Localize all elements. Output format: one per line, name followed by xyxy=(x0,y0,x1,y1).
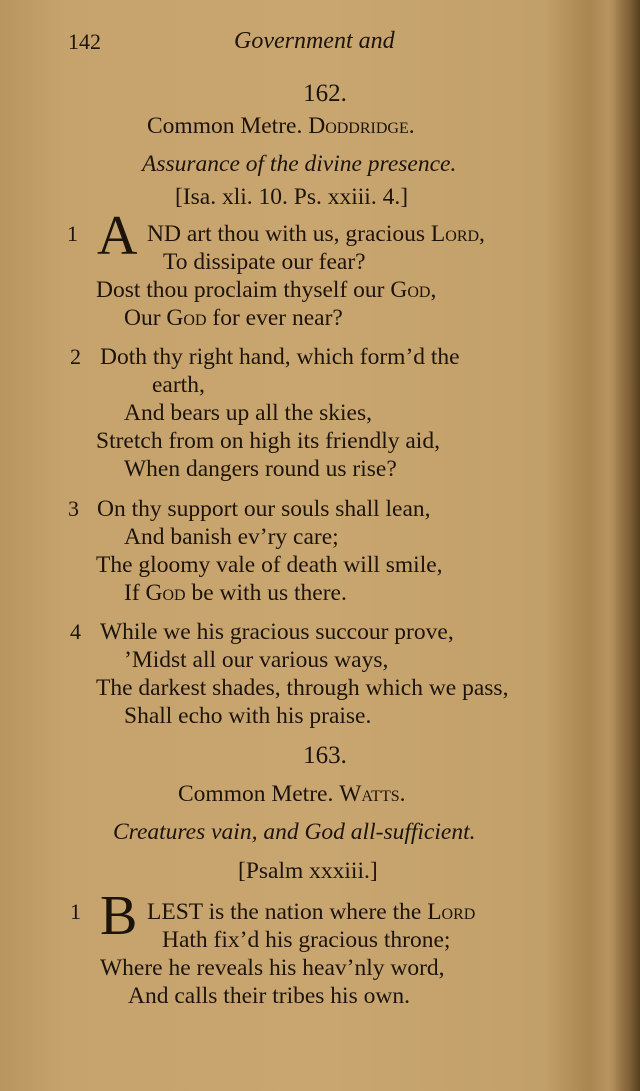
verse-line xyxy=(96,551,443,579)
text-segment: If xyxy=(124,580,146,606)
verse-line xyxy=(147,898,475,926)
verse-line xyxy=(124,455,397,483)
text-segment: And calls their tribes his own. xyxy=(128,983,410,1009)
text-segment: The darkest shades, through which we pass, xyxy=(96,675,509,701)
text-segment: LEST is the nation where the xyxy=(147,899,428,925)
verse-line xyxy=(96,427,440,455)
verse-line xyxy=(96,674,508,702)
text-segment: And bears up all the skies, xyxy=(124,400,373,426)
verse-line xyxy=(124,579,347,607)
verse-number: 2 xyxy=(70,344,81,369)
text-segment: The gloomy vale of death will smile, xyxy=(96,552,443,578)
hymn-number: 162. xyxy=(303,80,347,107)
book-spine-shadow xyxy=(614,0,640,1091)
verse-line xyxy=(97,495,431,523)
text-segment: And banish ev’ry care; xyxy=(124,524,339,550)
hymn-subject: Assurance of the divine presence. xyxy=(142,151,457,177)
verse-line xyxy=(124,399,372,427)
text-segment: Shall echo with his praise. xyxy=(124,703,372,729)
small-caps-word: God, xyxy=(390,277,437,303)
text-segment: When dangers round us rise? xyxy=(124,456,397,482)
text-segment: earth, xyxy=(152,372,205,398)
text-segment: Our xyxy=(124,305,167,331)
verse-line xyxy=(96,276,436,304)
small-caps-word: God xyxy=(145,580,186,606)
text-segment: be with us there. xyxy=(185,580,347,606)
scripture-reference: [Isa. xli. 10. Ps. xxiii. 4.] xyxy=(175,184,409,210)
verse-line xyxy=(100,618,454,646)
verse-line xyxy=(163,248,366,276)
verse-line xyxy=(124,304,343,332)
small-caps-word: Lord xyxy=(427,899,476,925)
text-segment: for ever near? xyxy=(206,305,343,331)
drop-cap: B xyxy=(100,885,138,947)
text-segment: On thy support our souls shall lean, xyxy=(97,496,431,522)
text-segment: Where he reveals his heav’nly word, xyxy=(100,955,445,981)
verse-number: 1 xyxy=(67,221,78,246)
drop-cap: A xyxy=(97,205,138,267)
text-segment: Common Metre. xyxy=(178,781,340,807)
verse-line xyxy=(152,371,205,399)
text-segment: Stretch from on high its friendly aid, xyxy=(96,428,440,454)
text-segment: While we his gracious succour prove, xyxy=(100,619,454,645)
metre-heading xyxy=(178,780,406,808)
hymn-subject: Creatures vain, and God all-sufficient. xyxy=(113,819,476,845)
page-number: 142 xyxy=(68,29,101,54)
text-segment: ND art thou with us, gracious xyxy=(147,221,431,247)
text-segment: ’Midst all our various ways, xyxy=(124,647,389,673)
verse-line xyxy=(100,343,460,371)
small-caps-word: Doddridge. xyxy=(308,113,415,139)
metre-heading xyxy=(147,112,415,140)
hymn-number: 163. xyxy=(303,742,347,769)
verse-line xyxy=(124,523,339,551)
verse-number: 3 xyxy=(68,496,79,521)
text-segment: Hath fix’d his gracious throne; xyxy=(162,927,451,953)
small-caps-word: God xyxy=(166,305,207,331)
verse-line xyxy=(100,954,445,982)
verse-line xyxy=(147,220,485,248)
verse-line xyxy=(124,702,371,730)
small-caps-word: Watts. xyxy=(339,781,406,807)
text-segment: To dissipate our fear? xyxy=(163,249,366,275)
verse-line xyxy=(128,982,410,1010)
verse-line xyxy=(124,646,388,674)
text-segment: Doth thy right hand, which form’d the xyxy=(100,344,460,370)
text-segment: Dost thou proclaim thyself our xyxy=(96,277,391,303)
scripture-reference: [Psalm xxxiii.] xyxy=(238,858,378,884)
verse-number: 1 xyxy=(70,899,81,924)
verse-number: 4 xyxy=(70,619,81,644)
small-caps-word: Lord, xyxy=(430,221,485,247)
text-segment: Common Metre. xyxy=(147,113,309,139)
running-head-title: Government and xyxy=(234,28,395,54)
verse-line xyxy=(162,926,450,954)
